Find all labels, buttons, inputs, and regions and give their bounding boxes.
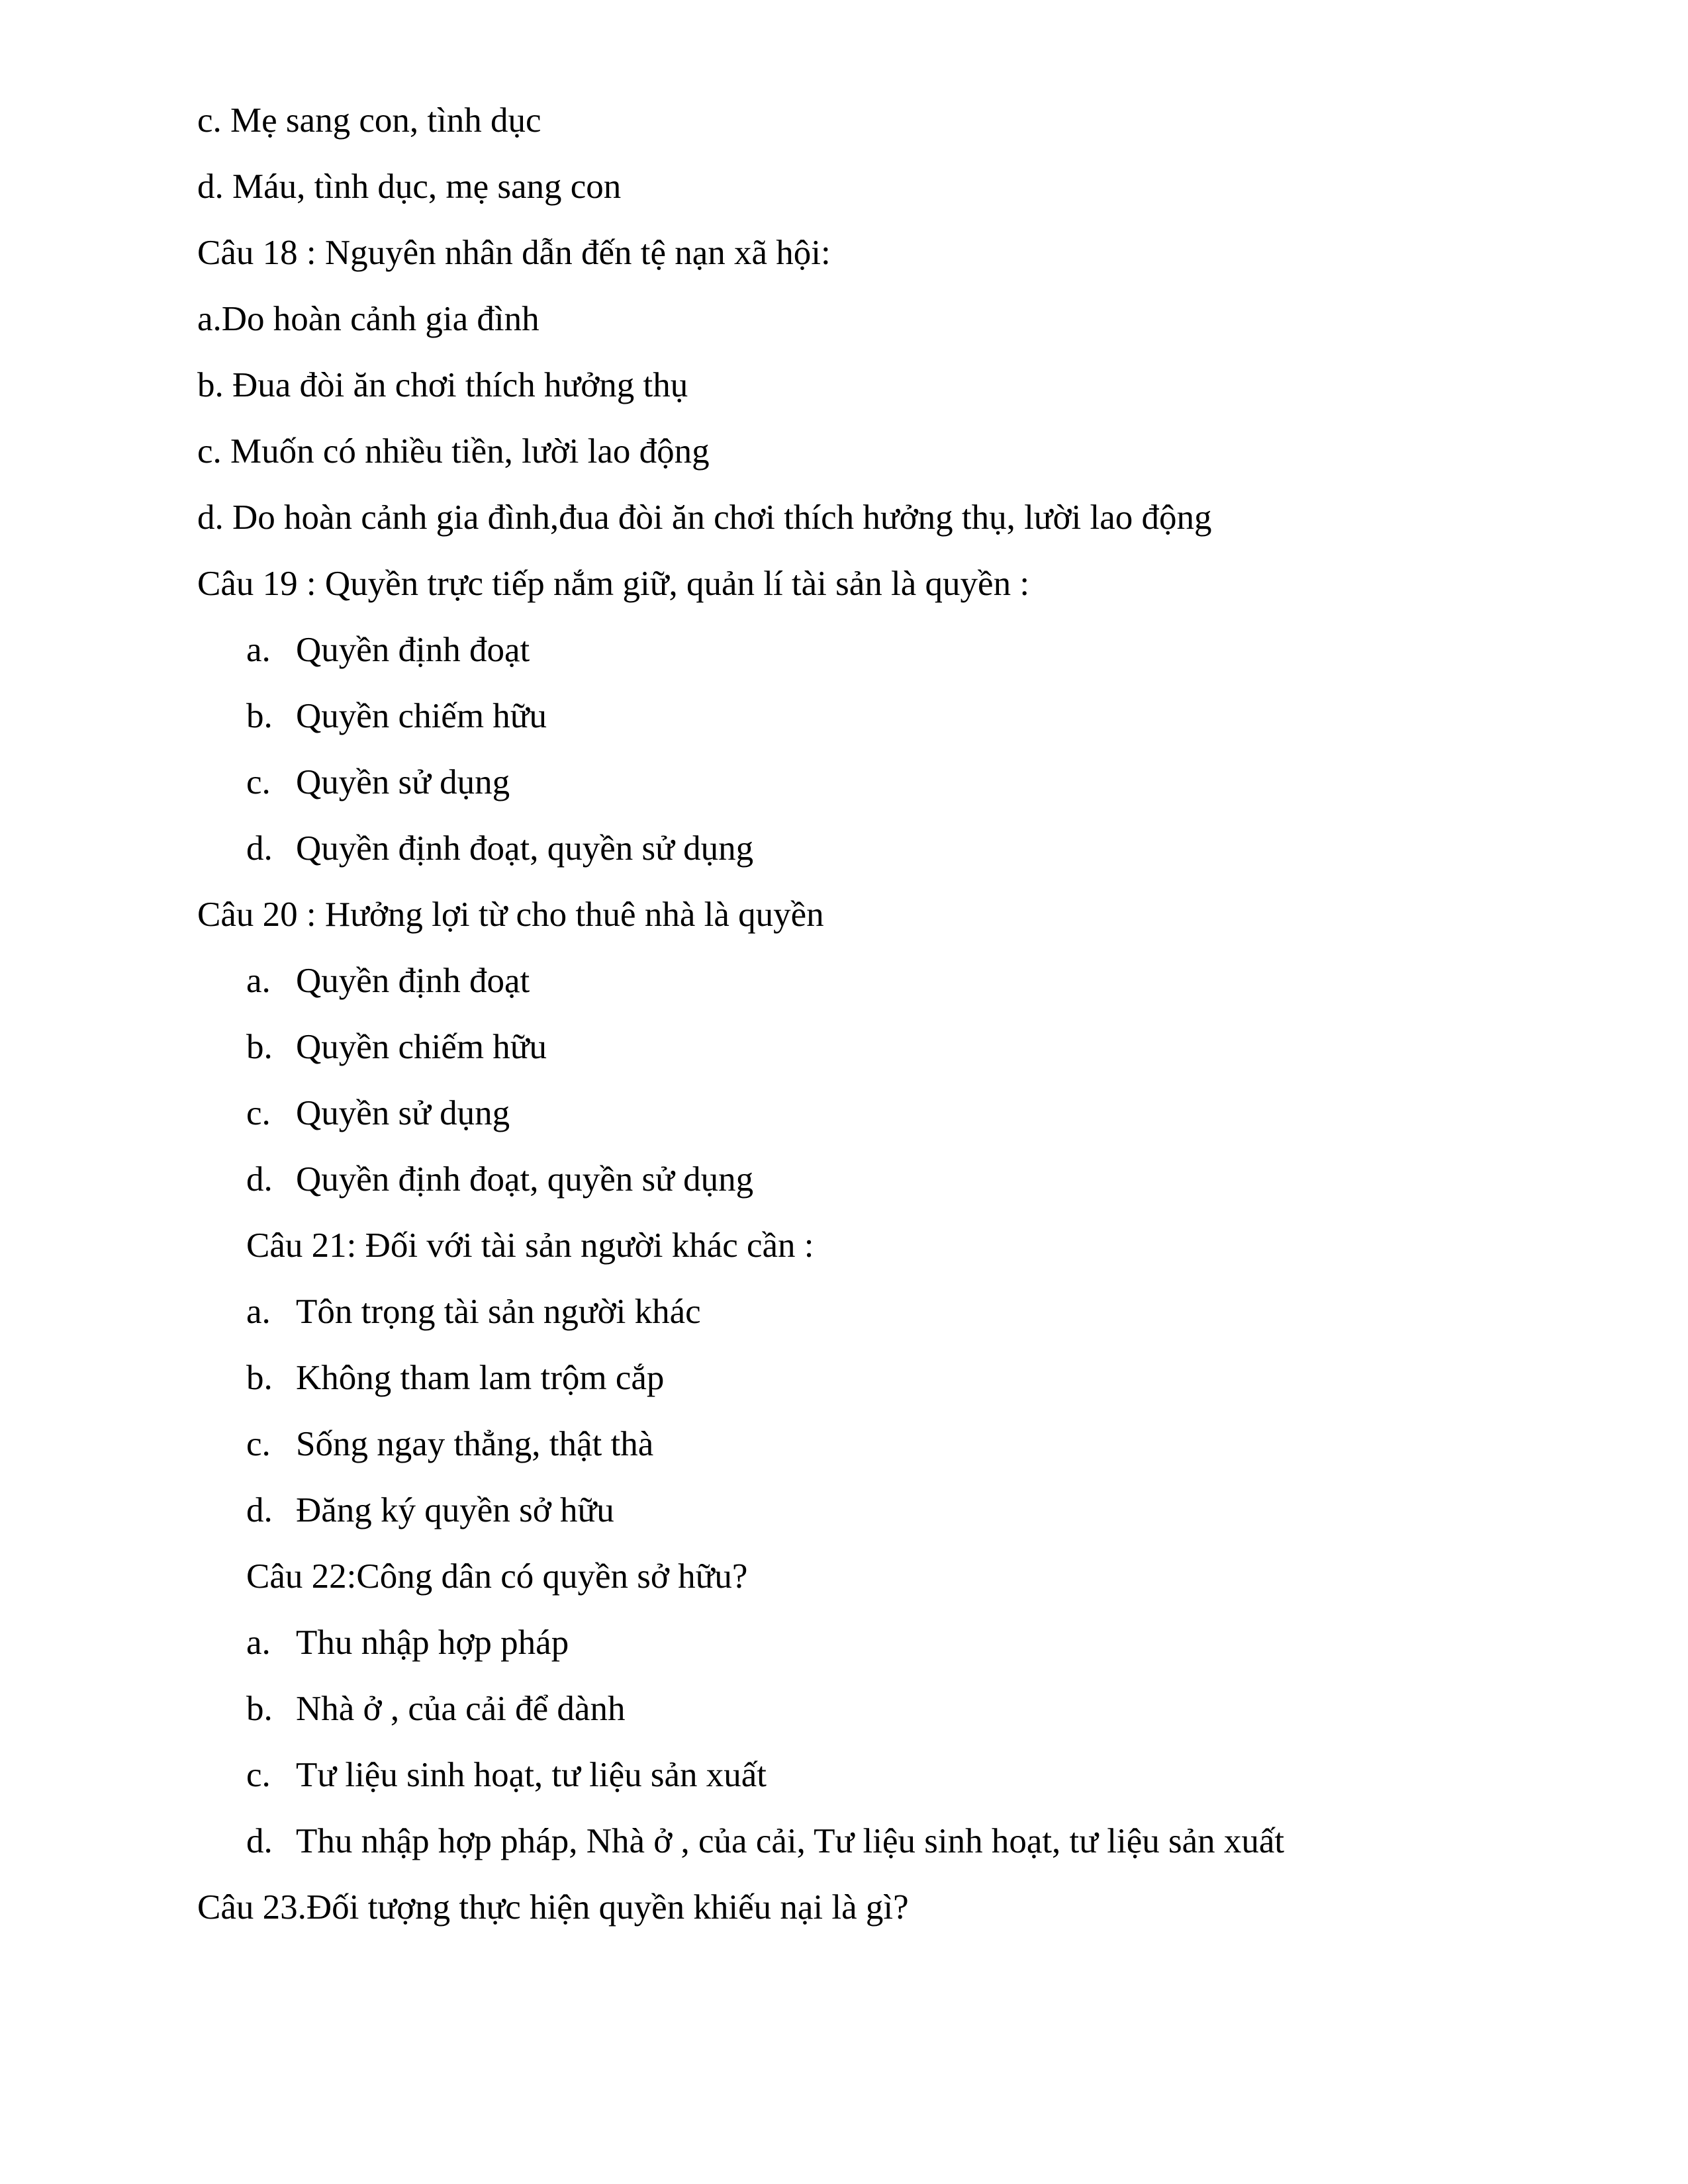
option-text: Quyền định đoạt (296, 962, 530, 1000)
q18-option-d: d. Do hoàn cảnh gia đình,đua đòi ăn chơi thích hưởng thụ, lười lao động (197, 498, 1212, 537)
option-letter: d. (246, 1822, 273, 1860)
q19-option-c (246, 762, 510, 802)
option-letter: c. (246, 1425, 271, 1463)
q18-option-a: a.Do hoàn cảnh gia đình (197, 300, 539, 338)
q22-option-b (246, 1689, 625, 1729)
option-text: Quyền định đoạt, quyền sử dụng (296, 1160, 754, 1199)
option-letter: a. (246, 1293, 271, 1331)
q21-option-d (246, 1490, 614, 1530)
question-22: Câu 22:Công dân có quyền sở hữu? (246, 1557, 748, 1596)
q22-option-d (246, 1821, 1284, 1861)
option-text: Quyền chiếm hữu (296, 697, 547, 735)
option-text: Đăng ký quyền sở hữu (296, 1491, 614, 1529)
option-text: Không tham lam trộm cắp (296, 1359, 665, 1397)
question-20: Câu 20 : Hưởng lợi từ cho thuê nhà là quyền (197, 895, 824, 934)
option-letter: d. (246, 1160, 273, 1199)
option-text: Thu nhập hợp pháp, Nhà ở , của cải, Tư liệu sinh hoạt, tư liệu sản xuất (296, 1822, 1285, 1860)
answer-option-c: c. Mẹ sang con, tình dục (197, 101, 541, 140)
q20-option-b (246, 1027, 547, 1067)
question-23: Câu 23.Đối tượng thực hiện quyền khiếu nại là gì? (197, 1888, 909, 1927)
q20-option-c (246, 1093, 510, 1133)
q21-option-b (246, 1358, 664, 1398)
q21-option-a (246, 1292, 701, 1332)
q19-option-d (246, 829, 753, 868)
q18-option-c: c. Muốn có nhiều tiền, lười lao động (197, 432, 710, 471)
option-letter: c. (246, 1756, 271, 1794)
option-text: Quyền sử dụng (296, 1094, 510, 1132)
option-letter: b. (246, 697, 273, 735)
option-letter: c. (246, 763, 271, 801)
option-letter: c. (246, 1094, 271, 1132)
q19-option-b (246, 696, 547, 736)
option-text: Quyền chiếm hữu (296, 1028, 547, 1066)
option-text: Nhà ở , của cải để dành (296, 1690, 626, 1728)
q21-option-c (246, 1424, 653, 1464)
option-text: Tôn trọng tài sản người khác (296, 1293, 701, 1331)
option-text: Quyền định đoạt (296, 631, 530, 669)
option-letter: b. (246, 1028, 273, 1066)
question-21: Câu 21: Đối với tài sản người khác cần : (246, 1226, 814, 1265)
option-text: Thu nhập hợp pháp (296, 1623, 569, 1662)
q22-option-a (246, 1623, 569, 1662)
q20-option-d (246, 1160, 753, 1199)
q20-option-a (246, 961, 530, 1001)
option-text: Quyền sử dụng (296, 763, 510, 801)
option-text: Quyền định đoạt, quyền sử dụng (296, 829, 754, 868)
q22-option-c (246, 1755, 767, 1795)
q19-option-a (246, 630, 530, 670)
option-letter: d. (246, 829, 273, 868)
option-letter: b. (246, 1690, 273, 1728)
option-letter: a. (246, 631, 271, 669)
option-letter: d. (246, 1491, 273, 1529)
q18-option-b: b. Đua đòi ăn chơi thích hưởng thụ (197, 366, 688, 404)
option-text: Tư liệu sinh hoạt, tư liệu sản xuất (296, 1756, 767, 1794)
option-text: Sống ngay thẳng, thật thà (296, 1425, 654, 1463)
question-19: Câu 19 : Quyền trực tiếp nắm giữ, quản lí tài sản là quyền : (197, 565, 1030, 603)
option-letter: a. (246, 962, 271, 1000)
question-18: Câu 18 : Nguyên nhân dẫn đến tệ nạn xã hội: (197, 234, 831, 272)
answer-option-d: d. Máu, tình dục, mẹ sang con (197, 167, 622, 206)
option-letter: a. (246, 1623, 271, 1662)
option-letter: b. (246, 1359, 273, 1397)
